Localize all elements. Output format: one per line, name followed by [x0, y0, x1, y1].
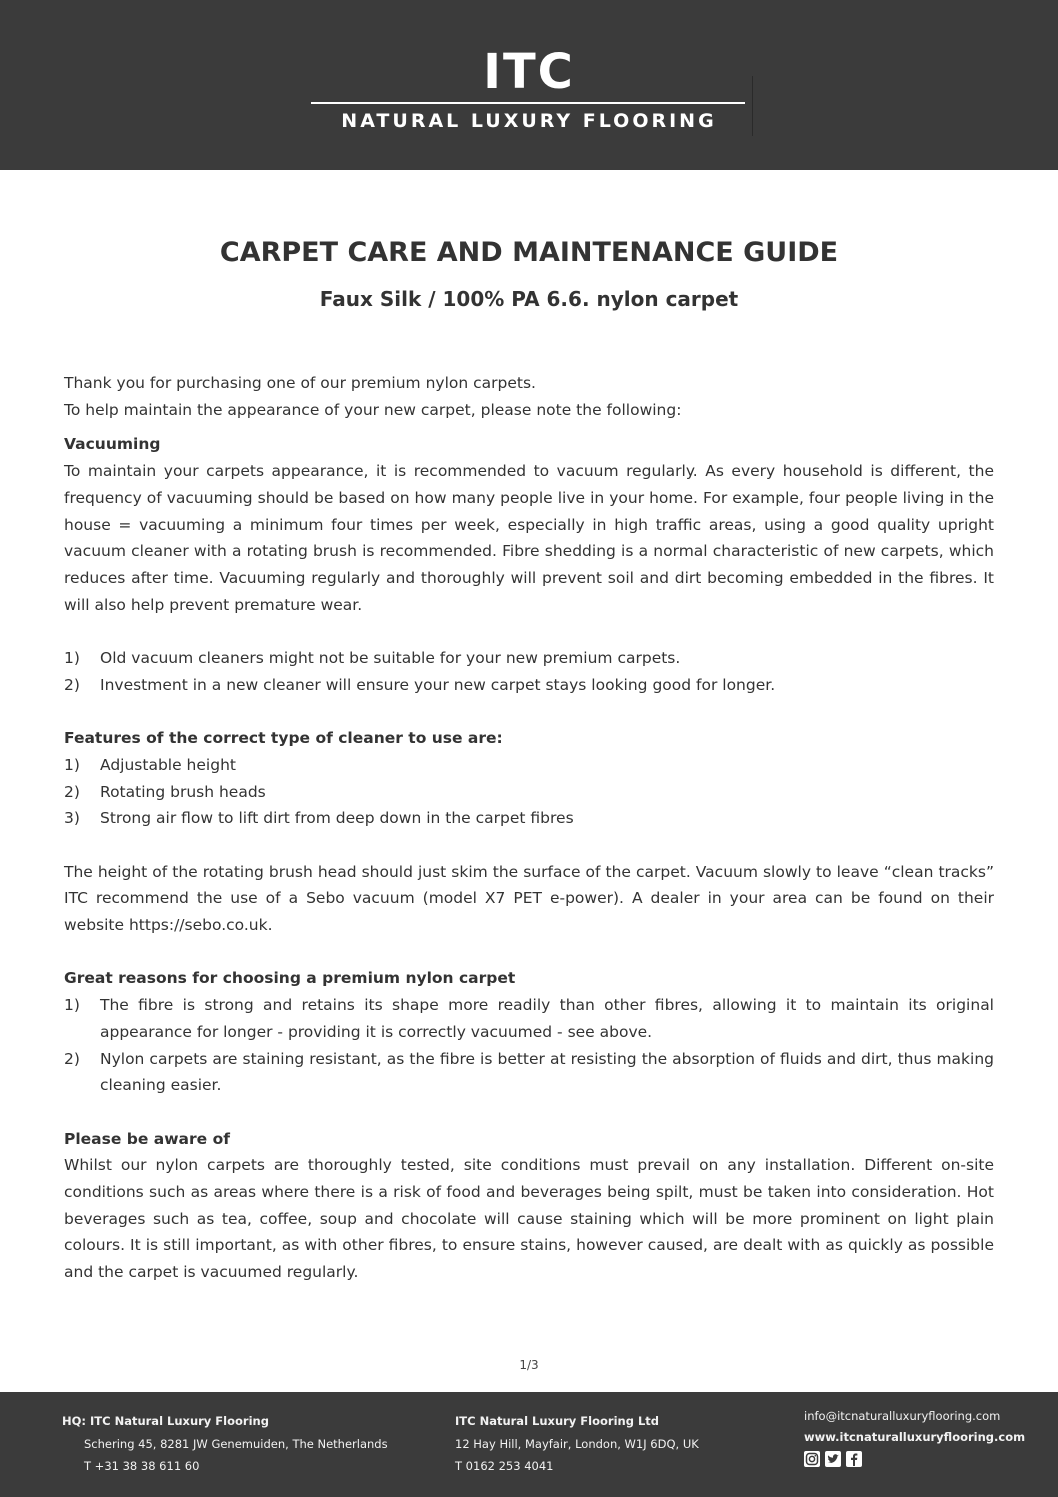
social-icons: [804, 1451, 1025, 1467]
footer-uk: [455, 1410, 699, 1478]
list-item-text: Strong air flow to lift dirt from deep down in the carpet fibres: [100, 809, 574, 828]
list-item: [64, 779, 994, 806]
vacuuming-body: To maintain your carpets appearance, it is recommended to vacuum regularly. As every household is different, the frequency of vacuuming should be based on how many people live in your home. For example, four people living in the house = vacuuming a minimum four times per week, especially in high traffic areas, using a good quality upright vacuum cleaner with a rotating brush is recommended. Fibre shedding is a normal characteristic of new carpets, which reduces after time. Vacuuming regularly and thoroughly will prevent soil and dirt becoming embedded in the fibres. It will also help prevent premature wear.: [64, 462, 994, 614]
reasons-heading: Great reasons for choosing a premium nylon carpet: [64, 969, 516, 988]
aware-heading: Please be aware of: [64, 1129, 230, 1148]
page-number: 1/3: [519, 1358, 539, 1372]
list-item-number: 2): [64, 675, 80, 694]
intro-line-2: To help maintain the appearance of your new carpet, please note the following:: [64, 400, 682, 419]
list-item-text: Rotating brush heads: [100, 782, 266, 801]
list-item-number: 1): [64, 755, 80, 774]
list-item: [64, 992, 994, 1045]
list-item-number: 2): [64, 1049, 80, 1068]
document-body: [64, 370, 994, 1286]
facebook-icon[interactable]: [846, 1451, 862, 1467]
itc-logo: ITC: [483, 44, 575, 100]
spacer: [64, 939, 994, 966]
list-item-text: The fibre is strong and retains its shape more readily than other fibres, allowing it to maintain its original appearance for longer - providing it is correctly vacuumed - see above.: [100, 996, 994, 1041]
spacer: [64, 698, 994, 725]
list-item: [64, 645, 994, 672]
twitter-icon[interactable]: [825, 1451, 841, 1467]
footer-website[interactable]: www.itcnaturalluxuryflooring.com: [804, 1430, 1026, 1444]
features-list: [64, 752, 994, 832]
logo-tagline: NATURAL LUXURY FLOORING: [341, 110, 717, 132]
list-item-text: Investment in a new cleaner will ensure your new carpet stays looking good for longer.: [100, 675, 776, 694]
document-subtitle: Faux Silk / 100% PA 6.6. nylon carpet: [319, 287, 739, 311]
footer-hq-phone: T +31 38 38 611 60: [84, 1459, 200, 1473]
footer-uk-label: ITC Natural Luxury Flooring Ltd: [455, 1414, 659, 1428]
list-item-text: Old vacuum cleaners might not be suitable for your new premium carpets.: [100, 649, 681, 668]
logo-divider: [311, 102, 745, 104]
footer-uk-address: 12 Hay Hill, Mayfair, London, W1J 6DQ, UK: [455, 1436, 699, 1451]
footer-uk-phone: T 0162 253 4041: [455, 1459, 554, 1473]
spacer: [64, 618, 994, 645]
list-item: [64, 1046, 994, 1099]
footer-hq: [62, 1410, 388, 1478]
document-title: CARPET CARE AND MAINTENANCE GUIDE: [219, 237, 839, 268]
page-header: [0, 0, 1058, 170]
reasons-list: [64, 992, 994, 1099]
list-item-text: Nylon carpets are staining resistant, as the fibre is better at resisting the absorption of fluids and dirt, thus making cleaning easier.: [100, 1049, 994, 1095]
page-footer: [0, 1392, 1058, 1497]
list-item-text: Adjustable height: [100, 755, 236, 774]
brush-paragraph: The height of the rotating brush head should just skim the surface of the carpet. Vacuum slowly to leave “clean tracks” ITC recommend the use of a Sebo vacuum (model X7 PET e-power). A dealer in your area can be found on their website https://sebo.co.uk.: [64, 862, 994, 935]
spacer: [64, 832, 994, 859]
features-heading: Features of the correct type of cleaner to use are:: [64, 729, 503, 748]
aware-body: Whilst our nylon carpets are thoroughly tested, site conditions must prevail on any installation. Different on-site conditions such as areas where there is a risk of food and beverages being spilt, must be taken into consideration. Hot beverages such as tea, coffee, soup and chocolate will cause staining which will be more prominent on light plain colours. It is still important, as with other fibres, to ensure stains, however caused, are dealt with as quickly as possible and the carpet is vacuumed regularly.: [64, 1156, 994, 1282]
footer-hq-address: Schering 45, 8281 JW Genemuiden, The Netherlands: [84, 1436, 388, 1451]
list-item: [64, 805, 994, 832]
spacer: [64, 1099, 994, 1126]
footer-hq-label: HQ: ITC Natural Luxury Flooring: [62, 1414, 269, 1428]
list-item-number: 3): [64, 809, 80, 828]
list-item: [64, 752, 994, 779]
list-item-number: 1): [64, 649, 80, 668]
list-item-number: 1): [64, 996, 80, 1015]
instagram-icon[interactable]: [804, 1451, 820, 1467]
list-item-number: 2): [64, 782, 80, 801]
footer-contact: [804, 1406, 1025, 1467]
vacuuming-list: [64, 645, 994, 698]
footer-email[interactable]: info@itcnaturalluxuryflooring.com: [804, 1409, 1001, 1423]
intro-line-1: Thank you for purchasing one of our premium nylon carpets.: [64, 374, 536, 392]
list-item: [64, 672, 994, 699]
vacuuming-heading: Vacuuming: [64, 435, 161, 454]
